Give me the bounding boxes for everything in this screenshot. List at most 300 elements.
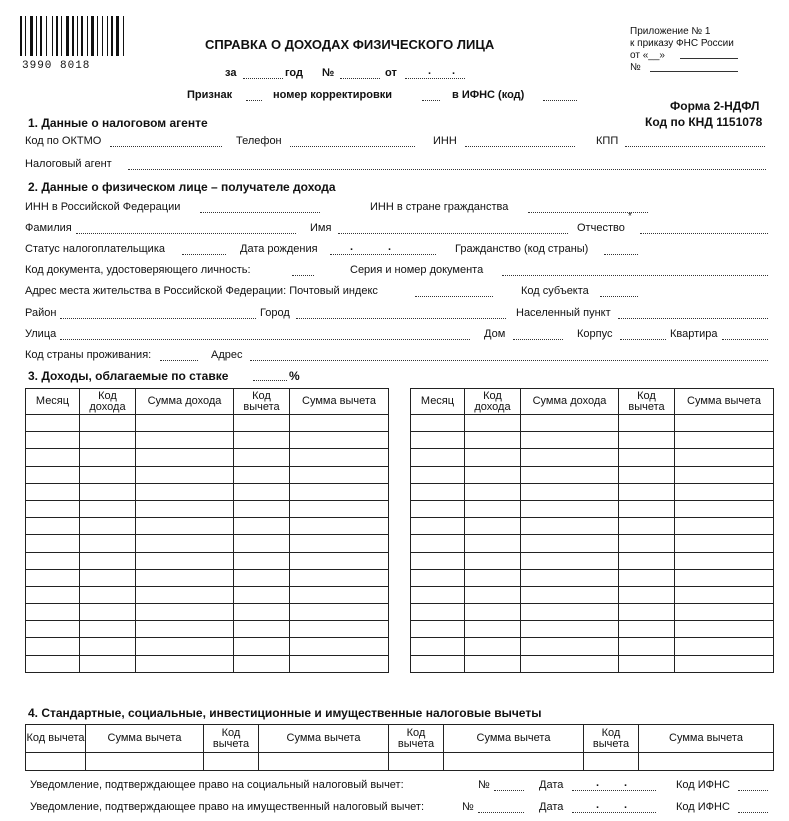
deduction-code-cell[interactable] <box>234 655 290 672</box>
series-label: Серия и номер документа <box>350 264 484 276</box>
deduction-sum-cell[interactable] <box>675 466 774 483</box>
col-month: Месяц <box>26 389 80 415</box>
asterisk-mark: * <box>628 211 632 222</box>
deduction-code-cell[interactable] <box>234 535 290 552</box>
deduction-code-cell[interactable] <box>234 415 290 432</box>
income-sum-cell[interactable] <box>521 535 619 552</box>
income-sum-cell[interactable] <box>521 415 619 432</box>
percent-sign: % <box>289 369 300 383</box>
deduction-sum-cell[interactable] <box>675 535 774 552</box>
barcode-bar <box>46 16 47 56</box>
month-cell[interactable] <box>26 535 80 552</box>
correction-label: номер корректировки <box>273 89 393 101</box>
income-code-cell[interactable] <box>465 604 521 621</box>
deduction-sum-cell[interactable] <box>290 655 389 672</box>
col-deduction-code: Код вычета <box>619 389 675 415</box>
income-sum-cell[interactable] <box>521 586 619 603</box>
month-cell[interactable] <box>411 604 465 621</box>
income-code-cell[interactable] <box>465 552 521 569</box>
correction-field[interactable] <box>422 90 440 101</box>
income-code-cell[interactable] <box>80 432 136 449</box>
income-row <box>411 518 774 535</box>
country-res-label: Код страны проживания: <box>25 349 152 361</box>
barcode-bar <box>25 16 26 56</box>
barcode-bar <box>123 16 124 56</box>
surname-label: Фамилия <box>25 222 72 234</box>
month-cell[interactable] <box>26 483 80 500</box>
income-row <box>26 621 389 638</box>
deduction-code-cell[interactable] <box>234 586 290 603</box>
district-field[interactable] <box>60 308 256 319</box>
priznak-field[interactable] <box>246 90 262 101</box>
deduction-code-cell[interactable] <box>619 621 675 638</box>
number-field[interactable] <box>340 68 380 79</box>
deduction-code-cell[interactable] <box>619 415 675 432</box>
income-sum-cell[interactable] <box>521 604 619 621</box>
deduction-sum-cell[interactable] <box>675 449 774 466</box>
deduction-code-cell[interactable] <box>234 483 290 500</box>
month-cell[interactable] <box>26 449 80 466</box>
address-field[interactable] <box>250 350 768 361</box>
deductions-table <box>25 724 774 771</box>
deduction-sum-cell[interactable] <box>290 449 389 466</box>
barcode-bar <box>72 16 74 56</box>
income-code-cell[interactable] <box>80 535 136 552</box>
deduction-code-cell[interactable] <box>389 753 444 771</box>
income-row <box>411 449 774 466</box>
income-row <box>26 466 389 483</box>
income-code-cell[interactable] <box>465 569 521 586</box>
income-sum-cell[interactable] <box>521 621 619 638</box>
ot-label: от <box>385 67 397 79</box>
za-label: за <box>225 67 237 79</box>
deduction-sum-cell[interactable] <box>675 569 774 586</box>
deduction-sum-cell[interactable] <box>675 518 774 535</box>
deduction-sum-cell[interactable] <box>290 638 389 655</box>
deduction-code-cell[interactable] <box>234 466 290 483</box>
col-income-code: Код дохода <box>80 389 136 415</box>
income-code-cell[interactable] <box>80 621 136 638</box>
income-row <box>26 500 389 517</box>
deduction-code-cell[interactable] <box>234 449 290 466</box>
income-row <box>411 586 774 603</box>
rate-field[interactable] <box>253 370 287 381</box>
ifns-field[interactable] <box>543 90 577 101</box>
deduction-sum-cell[interactable] <box>86 753 204 771</box>
notice-property-ifns-field[interactable] <box>738 802 768 813</box>
deduction-code-header: Код вычета <box>26 725 86 753</box>
section3-title: 3. Доходы, облагаемые по ставке <box>28 369 229 383</box>
region-code-field[interactable] <box>600 286 638 297</box>
income-sum-cell[interactable] <box>521 432 619 449</box>
col-month: Месяц <box>411 389 465 415</box>
income-sum-cell[interactable] <box>136 535 234 552</box>
notice-social-ifns-field[interactable] <box>738 780 768 791</box>
income-code-cell[interactable] <box>465 655 521 672</box>
appendix-line4: № <box>630 62 641 73</box>
date-field[interactable] <box>405 68 465 79</box>
income-sum-cell[interactable] <box>521 518 619 535</box>
income-code-cell[interactable] <box>465 638 521 655</box>
birth-label: Дата рождения <box>240 243 318 255</box>
oktmo-field[interactable] <box>110 136 222 147</box>
deduction-code-cell[interactable] <box>584 753 639 771</box>
month-cell[interactable] <box>411 518 465 535</box>
deduction-code-cell[interactable] <box>234 432 290 449</box>
inn-country-label: ИНН в стране гражданства <box>370 201 509 213</box>
income-code-cell[interactable] <box>465 432 521 449</box>
income-code-cell[interactable] <box>80 466 136 483</box>
inn-rf-label: ИНН в Российской Федерации <box>25 201 181 213</box>
notice-social-date-field[interactable] <box>572 780 656 791</box>
income-row <box>411 535 774 552</box>
deduction-code-cell[interactable] <box>619 655 675 672</box>
income-row <box>26 552 389 569</box>
income-sum-cell[interactable] <box>136 621 234 638</box>
month-cell[interactable] <box>411 535 465 552</box>
income-row <box>411 604 774 621</box>
deduction-sum-cell[interactable] <box>290 604 389 621</box>
income-code-cell[interactable] <box>80 604 136 621</box>
deduction-sum-cell[interactable] <box>259 753 389 771</box>
income-row <box>411 655 774 672</box>
notice-social-no-label: № <box>478 779 490 791</box>
deduction-code-cell[interactable] <box>619 449 675 466</box>
month-cell[interactable] <box>26 552 80 569</box>
month-cell[interactable] <box>411 466 465 483</box>
income-code-cell[interactable] <box>80 483 136 500</box>
income-sum-cell[interactable] <box>521 552 619 569</box>
deduction-code-cell[interactable] <box>204 753 259 771</box>
kpp-field[interactable] <box>625 136 765 147</box>
month-cell[interactable] <box>411 638 465 655</box>
month-cell[interactable] <box>26 586 80 603</box>
deduction-sum-header: Сумма вычета <box>444 725 584 753</box>
district-label: Район <box>25 307 57 319</box>
notice-property-sep-2: . <box>624 799 628 811</box>
month-cell[interactable] <box>26 569 80 586</box>
month-cell[interactable] <box>411 500 465 517</box>
income-row <box>26 655 389 672</box>
deduction-code-cell[interactable] <box>234 604 290 621</box>
barcode-bar <box>91 16 94 56</box>
deduction-code-cell[interactable] <box>234 500 290 517</box>
house-field[interactable] <box>513 329 563 340</box>
deduction-sum-cell[interactable] <box>675 655 774 672</box>
house-label: Дом <box>484 328 506 340</box>
income-code-cell[interactable] <box>80 552 136 569</box>
income-row <box>26 535 389 552</box>
income-row <box>26 604 389 621</box>
barcode-bar <box>61 16 62 56</box>
col-income-code: Код дохода <box>465 389 521 415</box>
income-code-cell[interactable] <box>80 518 136 535</box>
deduction-sum-cell[interactable] <box>290 569 389 586</box>
month-cell[interactable] <box>411 432 465 449</box>
income-row <box>26 483 389 500</box>
city-field[interactable] <box>296 308 506 319</box>
income-code-cell[interactable] <box>465 415 521 432</box>
notice-social-no-field[interactable] <box>494 780 524 791</box>
deduction-code-cell[interactable] <box>619 604 675 621</box>
income-sum-cell[interactable] <box>136 415 234 432</box>
income-code-cell[interactable] <box>80 638 136 655</box>
month-cell[interactable] <box>26 415 80 432</box>
month-cell[interactable] <box>26 655 80 672</box>
barcode-bar <box>30 16 33 56</box>
month-cell[interactable] <box>26 500 80 517</box>
deduction-sum-cell[interactable] <box>290 415 389 432</box>
deduction-sum-cell[interactable] <box>444 753 584 771</box>
month-cell[interactable] <box>26 518 80 535</box>
month-cell[interactable] <box>411 655 465 672</box>
surname-field[interactable] <box>76 223 296 234</box>
income-code-cell[interactable] <box>80 415 136 432</box>
income-code-cell[interactable] <box>465 466 521 483</box>
income-code-cell[interactable] <box>465 483 521 500</box>
deduction-sum-cell[interactable] <box>675 415 774 432</box>
address-rf-label: Адрес места жительства в Российской Федерации: Почтовый индекс <box>25 285 378 297</box>
month-cell[interactable] <box>26 621 80 638</box>
income-code-cell[interactable] <box>80 569 136 586</box>
deduction-code-cell[interactable] <box>234 552 290 569</box>
col-income-sum: Сумма дохода <box>136 389 234 415</box>
deduction-code-cell[interactable] <box>619 535 675 552</box>
income-sum-cell[interactable] <box>136 518 234 535</box>
income-row <box>26 449 389 466</box>
deduction-sum-cell[interactable] <box>290 586 389 603</box>
doc-code-field[interactable] <box>292 265 314 276</box>
income-code-cell[interactable] <box>465 621 521 638</box>
deduction-code-cell[interactable] <box>234 621 290 638</box>
knd-code: Код по КНД 1151078 <box>645 115 763 129</box>
deduction-code-cell[interactable] <box>234 569 290 586</box>
country-res-field[interactable] <box>160 350 198 361</box>
deduction-code-cell[interactable] <box>234 518 290 535</box>
income-sum-cell[interactable] <box>136 586 234 603</box>
citizenship-label: Гражданство (код страны) <box>455 243 589 255</box>
deduction-code-cell[interactable] <box>619 466 675 483</box>
barcode-bar <box>81 16 83 56</box>
doc-code-label: Код документа, удостоверяющего личность: <box>25 264 251 276</box>
city-label: Город <box>260 307 290 319</box>
deduction-sum-cell[interactable] <box>290 466 389 483</box>
income-sum-cell[interactable] <box>521 655 619 672</box>
number-label: № <box>322 67 335 79</box>
income-sum-cell[interactable] <box>136 466 234 483</box>
income-sum-cell[interactable] <box>521 483 619 500</box>
month-cell[interactable] <box>411 449 465 466</box>
deduction-sum-cell[interactable] <box>675 621 774 638</box>
deduction-sum-cell[interactable] <box>675 432 774 449</box>
notice-property-label: Уведомление, подтверждающее право на имущественный налоговый вычет: <box>30 801 425 813</box>
col-deduction-sum: Сумма вычета <box>290 389 389 415</box>
name-field[interactable] <box>338 223 568 234</box>
deduction-sum-cell[interactable] <box>290 621 389 638</box>
barcode-bar <box>107 16 108 56</box>
income-sum-cell[interactable] <box>136 483 234 500</box>
month-cell[interactable] <box>411 586 465 603</box>
barcode-bar <box>102 16 103 56</box>
birth-field[interactable] <box>330 244 436 255</box>
barcode-number: 3990 8018 <box>22 60 91 72</box>
deduction-code-cell[interactable] <box>619 432 675 449</box>
barcode-bar <box>87 16 88 56</box>
deduction-code-cell[interactable] <box>26 753 86 771</box>
deduction-sum-cell[interactable] <box>290 500 389 517</box>
deduction-sum-cell[interactable] <box>675 638 774 655</box>
notice-social-sep-2: . <box>624 777 628 789</box>
deduction-sum-header: Сумма вычета <box>639 725 774 753</box>
deduction-code-cell[interactable] <box>619 518 675 535</box>
income-sum-cell[interactable] <box>521 500 619 517</box>
status-label: Статус налогоплательщика <box>25 243 166 255</box>
priznak-label: Признак <box>187 89 233 101</box>
deduction-code-cell[interactable] <box>619 638 675 655</box>
deduction-sum-cell[interactable] <box>290 483 389 500</box>
month-cell[interactable] <box>411 415 465 432</box>
apartment-field[interactable] <box>722 329 768 340</box>
deduction-code-cell[interactable] <box>619 552 675 569</box>
deduction-sum-cell[interactable] <box>675 552 774 569</box>
deduction-sum-cell[interactable] <box>675 500 774 517</box>
section1-title: 1. Данные о налоговом агенте <box>28 116 208 130</box>
notice-social-label: Уведомление, подтверждающее право на социальный налоговый вычет: <box>30 779 404 791</box>
deduction-sum-cell[interactable] <box>290 432 389 449</box>
deduction-code-header: Код вычета <box>389 725 444 753</box>
phone-label: Телефон <box>236 135 282 147</box>
col-income-sum: Сумма дохода <box>521 389 619 415</box>
col-deduction-code: Код вычета <box>234 389 290 415</box>
deduction-sum-cell[interactable] <box>290 518 389 535</box>
street-field[interactable] <box>60 329 470 340</box>
deduction-sum-cell[interactable] <box>675 604 774 621</box>
deduction-sum-cell[interactable] <box>290 552 389 569</box>
settlement-field[interactable] <box>618 308 768 319</box>
barcode-bar <box>36 16 37 56</box>
month-cell[interactable] <box>26 638 80 655</box>
income-sum-cell[interactable] <box>136 638 234 655</box>
deduction-sum-cell[interactable] <box>290 535 389 552</box>
income-sum-cell[interactable] <box>521 466 619 483</box>
income-sum-cell[interactable] <box>136 569 234 586</box>
income-row <box>411 466 774 483</box>
citizenship-field[interactable] <box>604 244 638 255</box>
income-code-cell[interactable] <box>80 449 136 466</box>
deduction-sum-cell[interactable] <box>675 586 774 603</box>
agent-label: Налоговый агент <box>25 158 112 170</box>
barcode-bar <box>111 16 113 56</box>
income-sum-cell[interactable] <box>136 432 234 449</box>
income-code-cell[interactable] <box>465 518 521 535</box>
month-cell[interactable] <box>411 552 465 569</box>
deduction-sum-cell[interactable] <box>675 483 774 500</box>
month-cell[interactable] <box>411 621 465 638</box>
deduction-code-cell[interactable] <box>619 483 675 500</box>
month-cell[interactable] <box>26 466 80 483</box>
inn-rf-field[interactable] <box>200 202 320 213</box>
income-table-right <box>410 388 774 673</box>
notice-social-sep-1: . <box>596 777 600 789</box>
notice-property-sep-1: . <box>596 799 600 811</box>
month-cell[interactable] <box>411 569 465 586</box>
date-sep-2: . <box>452 65 456 77</box>
income-code-cell[interactable] <box>465 586 521 603</box>
building-label: Корпус <box>577 328 613 340</box>
barcode-bar <box>77 16 78 56</box>
notice-social-ifns-label: Код ИФНС <box>676 779 730 791</box>
income-sum-cell[interactable] <box>136 552 234 569</box>
deduction-code-cell[interactable] <box>619 586 675 603</box>
status-field[interactable] <box>182 244 226 255</box>
income-code-cell[interactable] <box>465 449 521 466</box>
income-code-cell[interactable] <box>80 655 136 672</box>
income-sum-cell[interactable] <box>521 569 619 586</box>
kpp-label: КПП <box>596 135 619 147</box>
income-code-cell[interactable] <box>465 500 521 517</box>
apartment-label: Квартира <box>670 328 718 340</box>
deduction-code-cell[interactable] <box>619 500 675 517</box>
notice-property-date-label: Дата <box>539 801 564 813</box>
income-sum-cell[interactable] <box>136 604 234 621</box>
income-code-cell[interactable] <box>465 535 521 552</box>
income-sum-cell[interactable] <box>136 655 234 672</box>
building-field[interactable] <box>620 329 666 340</box>
month-cell[interactable] <box>26 604 80 621</box>
deduction-code-cell[interactable] <box>234 638 290 655</box>
inn-field[interactable] <box>465 136 575 147</box>
agent-field[interactable] <box>128 159 766 170</box>
income-code-cell[interactable] <box>80 500 136 517</box>
appendix-number-line <box>650 71 738 72</box>
appendix-line2: к приказу ФНС России <box>630 38 734 49</box>
income-row <box>26 415 389 432</box>
income-sum-cell[interactable] <box>136 500 234 517</box>
income-sum-cell[interactable] <box>521 638 619 655</box>
notice-property-no-field[interactable] <box>478 802 524 813</box>
deduction-sum-header: Сумма вычета <box>86 725 204 753</box>
deduction-sum-cell[interactable] <box>639 753 774 771</box>
name-label: Имя <box>310 222 332 234</box>
year-field[interactable] <box>243 68 283 79</box>
series-field[interactable] <box>502 265 768 276</box>
barcode <box>20 16 124 56</box>
barcode-bar <box>52 16 53 56</box>
settlement-label: Населенный пункт <box>516 307 611 319</box>
income-code-cell[interactable] <box>80 586 136 603</box>
date-sep-1: . <box>428 65 432 77</box>
barcode-bar <box>40 16 42 56</box>
deduction-code-cell[interactable] <box>619 569 675 586</box>
income-sum-cell[interactable] <box>136 449 234 466</box>
patronymic-field[interactable] <box>640 223 768 234</box>
deduction-code-header: Код вычета <box>204 725 259 753</box>
oktmo-label: Код по ОКТМО <box>25 135 102 147</box>
phone-field[interactable] <box>290 136 415 147</box>
col-deduction-sum: Сумма вычета <box>675 389 774 415</box>
income-row <box>411 552 774 569</box>
region-code-label: Код субъекта <box>521 285 589 297</box>
notice-property-ifns-label: Код ИФНС <box>676 801 730 813</box>
notice-property-date-field[interactable] <box>572 802 656 813</box>
month-cell[interactable] <box>411 483 465 500</box>
income-row <box>411 500 774 517</box>
month-cell[interactable] <box>26 432 80 449</box>
income-row <box>411 638 774 655</box>
deduction-sum-header: Сумма вычета <box>259 725 389 753</box>
postal-code-field[interactable] <box>415 286 493 297</box>
income-sum-cell[interactable] <box>521 449 619 466</box>
